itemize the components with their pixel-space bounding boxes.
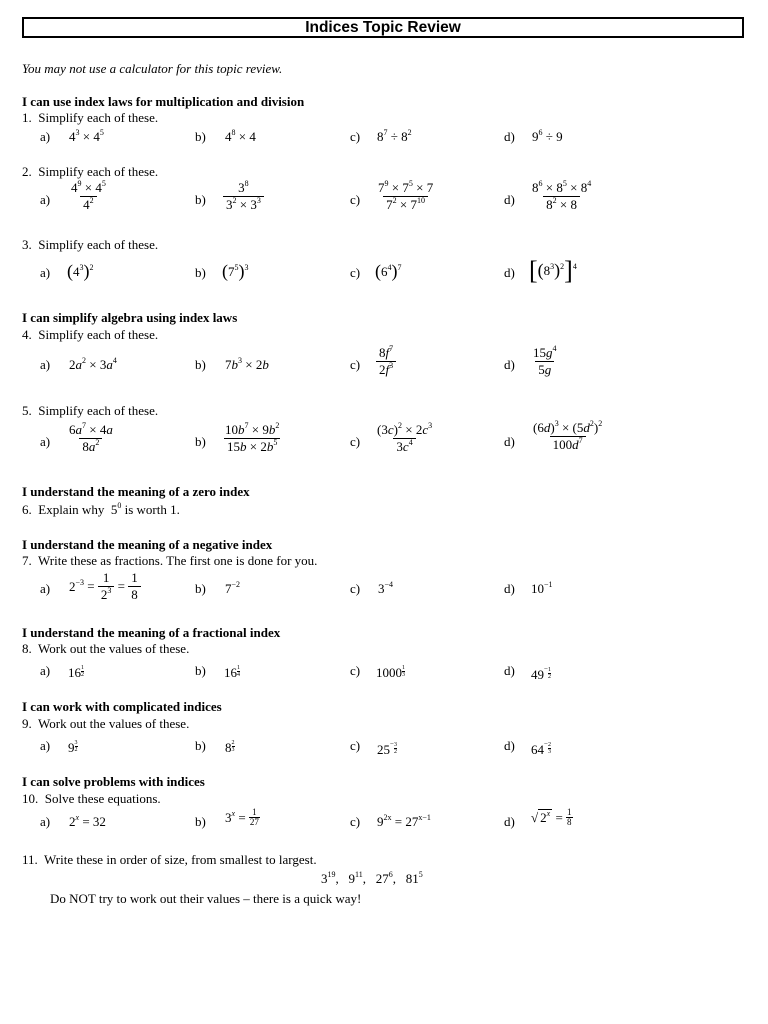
question-4: 4. Simplify each of these.: [22, 327, 159, 342]
question-1: [22, 110, 158, 125]
q11-item: $3^{19}$: [321, 870, 336, 886]
q2-label-d: d): [504, 192, 515, 207]
intro-note: You may not use a calculator for this topic review.: [22, 61, 283, 76]
q10d-expression: √ 2$^x$ = $\frac{1}{8}$: [531, 807, 572, 827]
q3-label-a: a): [40, 265, 51, 280]
q8-label-c: c): [350, 663, 361, 678]
q8a-expression: 16 $\frac{1}{2}$: [68, 665, 84, 680]
q5-label-c: c): [350, 434, 361, 449]
q4-label-c: c): [350, 357, 361, 372]
question-5: 5. Simplify each of these.: [22, 403, 159, 418]
q2-label-b: b): [195, 192, 206, 207]
q9-label-d: d): [504, 738, 515, 753]
question-3: 3. Simplify each of these.: [22, 237, 159, 252]
q5-label-b: b): [195, 434, 206, 449]
q1-label-d: d): [504, 129, 515, 144]
q9-label-a: a): [40, 738, 51, 753]
q3d-expression: $[(8^3)^2]^4$: [529, 256, 577, 285]
question-6: 6. Explain why $5^0$ is worth 1.: [22, 501, 180, 517]
q7b-expression: $7^{-2}$: [225, 580, 241, 596]
q4b-expression: $7b^3 \times 2b$: [225, 356, 269, 372]
q9b-expression: 8 $\frac{2}{3}$: [225, 740, 235, 755]
q3-label-d: d): [504, 265, 515, 280]
q8b-expression: 16 $\frac{1}{4}$: [224, 665, 240, 680]
question-number: 1.: [22, 110, 32, 125]
q4-label-d: d): [504, 357, 515, 372]
q10-label-c: c): [350, 814, 361, 829]
section-heading-1: I can use index laws for multiplication and division: [22, 94, 305, 109]
q9d-expression: 64− $\frac{2}{3}$: [531, 740, 551, 757]
question-11: 11. Write these in order of size, from smallest to largest.: [22, 852, 317, 867]
q1c-expression: $8^7 \div 8^2$: [377, 128, 412, 144]
q2a-fraction: $\frac{4^9 \times 4^5}{4^2}$: [71, 179, 106, 212]
section-heading-2: I can simplify algebra using index laws: [22, 310, 238, 325]
q5-label-d: d): [504, 434, 515, 449]
q4d-fraction: $\frac{15g^4}{5g}$: [533, 344, 557, 377]
q4-label-a: a): [40, 357, 51, 372]
q3-label-b: b): [195, 265, 206, 280]
q3a-expression: $(4^3)^2$: [67, 261, 94, 281]
section-heading-7: I can solve problems with indices: [22, 774, 205, 789]
q11-item: $81^5$: [405, 870, 423, 886]
q3b-expression: $(7^5)^3$: [222, 261, 249, 281]
q5b-fraction: $\frac{10b^7 \times 9b^2}{15b \times 2b^5}$: [225, 421, 280, 454]
q1-label-a: a): [40, 129, 51, 144]
q5c-fraction: $\frac{(3c)^2 \times 2c^3}{3c^4}$: [377, 421, 433, 454]
page-title-box: [22, 17, 744, 38]
q4-label-b: b): [195, 357, 206, 372]
q7-label-d: d): [504, 581, 515, 596]
q11-note: Do NOT try to work out their values – there is a quick way!: [50, 891, 362, 906]
q7-label-b: b): [195, 581, 206, 596]
q5d-fraction: $\frac{(6d)^3 \times (5d^2)^2}{100d^7}$: [533, 419, 603, 452]
q2c-fraction: $\frac{7^9 \times 7^5 \times 7}{7^2 \times 7^{10}}$: [378, 179, 434, 212]
q5a-fraction: $\frac{6a^7 \times 4a}{8a^2}$: [69, 421, 113, 454]
q5-label-a: a): [40, 434, 51, 449]
q7a-expression: $2^{-3}$ = $\frac{1}{2^3}$ = $\frac{1}{8}$: [69, 570, 141, 603]
q7c-expression: $3^{-4}$: [378, 580, 394, 596]
q7d-expression: $10^{-1}$: [531, 580, 553, 596]
q10a-expression: 2$^x$ = 32: [69, 813, 106, 829]
q1a-expression: $4^3 \times 4^5$: [69, 128, 104, 144]
q9a-expression: 9 $\frac{3}{2}$: [68, 740, 78, 755]
q10b-expression: 3$^x$ = $\frac{1}{27}$: [225, 807, 259, 827]
q10-label-b: b): [195, 814, 206, 829]
q3c-expression: $(6^4)^7$: [375, 261, 402, 281]
q8c-expression: 1000 $\frac{1}{3}$: [376, 665, 405, 680]
question-8: 8. Work out the values of these.: [22, 641, 190, 656]
q9c-expression: 25− $\frac{3}{2}$: [377, 740, 397, 757]
question-7: 7. Write these as fractions. The first one is done for you.: [22, 553, 318, 568]
q8-label-d: d): [504, 663, 515, 678]
q1b-expression: $4^8 \times 4$: [225, 128, 256, 144]
q8-label-b: b): [195, 663, 206, 678]
q8d-expression: 49− $\frac{1}{2}$: [531, 665, 551, 682]
question-prompt: Simplify each of these.: [38, 110, 159, 125]
q11-expression-list: $3^{19}$, $9^{11}$, $27^6$, $81^5$: [321, 870, 423, 886]
q11-item: $9^{11}$: [348, 870, 363, 886]
question-2: 2. Simplify each of these.: [22, 164, 159, 179]
q11-item: $27^6$: [375, 870, 393, 886]
q9-label-b: b): [195, 738, 206, 753]
q2-label-c: c): [350, 192, 361, 207]
q8-label-a: a): [40, 663, 51, 678]
q7-label-a: a): [40, 581, 51, 596]
q2b-fraction: $\frac{3^8}{3^2 \times 3^3}$: [223, 180, 264, 213]
q9-label-c: c): [350, 738, 361, 753]
q2d-fraction: $\frac{8^6 \times 8^5 \times 8^4}{8^2 \times 8}$: [532, 179, 592, 212]
q1d-expression: $9^6 \div 9$: [532, 128, 563, 144]
q1-label-b: b): [195, 129, 206, 144]
q7-label-c: c): [350, 581, 361, 596]
question-9: 9. Work out the values of these.: [22, 716, 190, 731]
q4c-fraction: $\frac{8f^7}{2f^3}$: [376, 345, 396, 378]
q4a-expression: $2a^2 \times 3a^4$: [69, 356, 117, 372]
q10-label-d: d): [504, 814, 515, 829]
q2-label-a: a): [40, 192, 51, 207]
q1-label-c: c): [350, 129, 361, 144]
section-heading-6: I can work with complicated indices: [22, 699, 222, 714]
q10c-expression: $9^{2x} = 27^{x-1}$: [377, 813, 431, 829]
q10-label-a: a): [40, 814, 51, 829]
question-10: 10. Solve these equations.: [22, 791, 161, 806]
page-title: Indices Topic Review: [305, 19, 461, 36]
section-heading-5: I understand the meaning of a fractional index: [22, 625, 281, 640]
q3-label-c: c): [350, 265, 361, 280]
section-heading-4: I understand the meaning of a negative index: [22, 537, 273, 552]
section-heading-3: I understand the meaning of a zero index: [22, 484, 250, 499]
